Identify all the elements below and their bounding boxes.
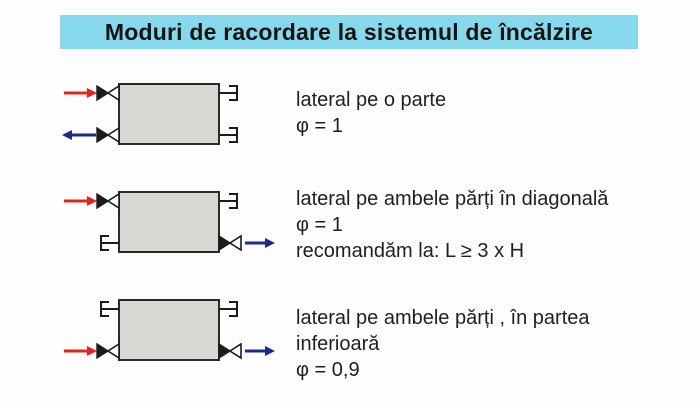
caption-line: inferioară [296, 333, 380, 355]
caption-line: φ = 0,9 [296, 359, 360, 381]
caption-line: φ = 1 [296, 115, 343, 137]
radiator-diagram [0, 75, 300, 167]
supply-arrow-icon [87, 88, 97, 98]
connection-mode-caption [296, 87, 446, 139]
return-arrow-icon [62, 130, 72, 140]
radiator-body [119, 192, 219, 252]
page-title: Moduri de racordare la sistemul de încălzire [104, 18, 594, 45]
caption-line: lateral pe o parte [296, 89, 447, 111]
return-arrow-icon [265, 238, 275, 248]
valve-icon [97, 128, 108, 142]
caption-line: lateral pe ambele părți , în partea [296, 307, 590, 329]
valve-icon [108, 344, 119, 358]
valve-icon [219, 236, 230, 250]
valve-icon [97, 344, 108, 358]
connection-mode-row [0, 75, 700, 167]
connection-mode-caption [296, 305, 590, 383]
title-bar [60, 15, 638, 49]
supply-arrow-icon [87, 196, 97, 206]
connection-mode-row [0, 291, 700, 383]
caption-line: recomandăm la: L ≥ 3 x H [296, 240, 525, 262]
valve-icon [108, 194, 119, 208]
valve-icon [230, 236, 241, 250]
radiator-body [119, 300, 219, 360]
radiator-diagram [0, 291, 300, 383]
return-arrow-icon [265, 346, 275, 356]
radiator-body [119, 84, 219, 144]
valve-icon [108, 128, 119, 142]
caption-line: lateral pe ambele părți în diagonală [296, 188, 609, 210]
connection-mode-caption [296, 186, 608, 264]
valve-icon [219, 344, 230, 358]
supply-arrow-icon [87, 346, 97, 356]
valve-icon [97, 86, 108, 100]
caption-line: φ = 1 [296, 214, 343, 236]
valve-icon [97, 194, 108, 208]
valve-icon [108, 86, 119, 100]
connection-mode-row [0, 183, 700, 275]
valve-icon [230, 344, 241, 358]
radiator-diagram [0, 183, 300, 275]
